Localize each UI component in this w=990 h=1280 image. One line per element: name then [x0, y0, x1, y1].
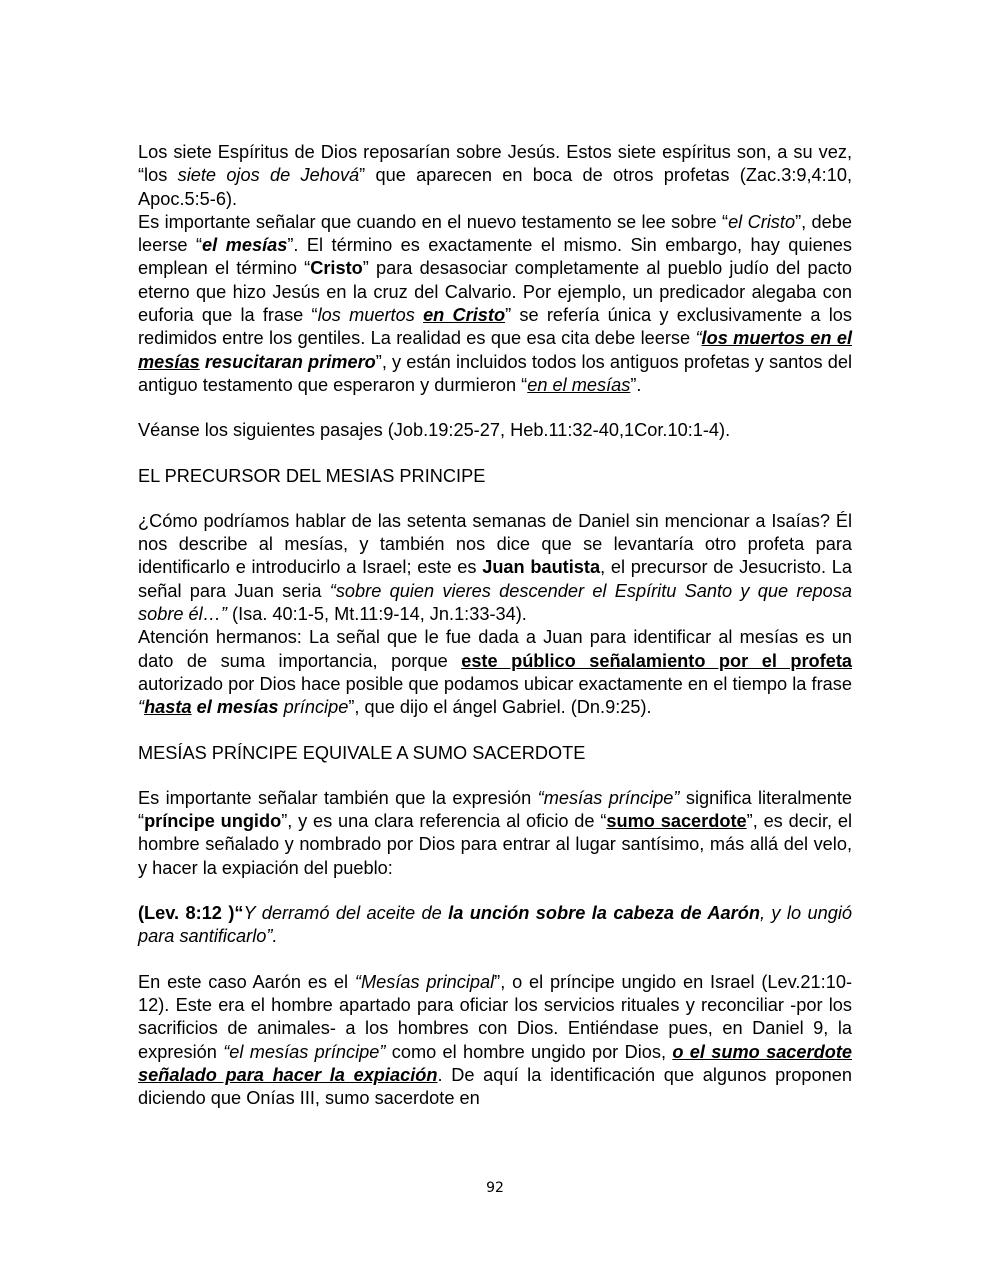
emphasis-text: siete ojos de Jehová [177, 165, 360, 186]
emphasis-text: sumo sacerdote [606, 811, 747, 832]
text-run: ”, es decir, el hombre señalado y nombrado por Dios para entrar al lugar santísimo, más allá del velo, y hacer la expiación del pueblo: [138, 811, 853, 878]
paragraph-el-cristo [138, 211, 852, 397]
text-run: ”, debe leerse “ [138, 211, 853, 256]
text-run: (Isa. 40:1-5, Mt.11:9-14, Jn.1:33-34). [226, 604, 527, 625]
paragraph-aaron [138, 971, 852, 1111]
section-heading-sumo-sacerdote: MESÍAS PRÍNCIPE EQUIVALE A SUMO SACERDOTE [138, 742, 586, 763]
emphasis-text: la unción sobre la cabeza de Aarón [448, 903, 760, 924]
emphasis-text: , y lo ungió para santificarlo”. [138, 903, 853, 947]
text-run: , el precursor de Jesucristo. La señal para Juan seria [138, 557, 853, 601]
text-run: autorizado por Dios hace posible que podamos ubicar exactamente en el tiempo la frase [138, 673, 852, 694]
emphasis-text: príncipe ungido [144, 811, 282, 832]
text-run: ”, y es una clara referencia al oficio de “ [281, 811, 607, 832]
text-run: Los siete Espíritus de Dios reposarían sobre Jesús. Estos siete espíritus son, a su vez, “los [138, 142, 852, 186]
text-run: ”. El término es exactamente el mismo. Sin embargo, hay quienes emplean el término “ [138, 235, 853, 279]
paragraph-atencion [138, 626, 852, 719]
emphasis-text: el mesías [202, 235, 288, 256]
text-run: En este caso Aarón es el [138, 971, 355, 992]
emphasis-text: “ [138, 697, 145, 718]
section-heading-precursor: EL PRECURSOR DEL MESIAS PRINCIPE [138, 465, 486, 486]
emphasis-text: “ [695, 328, 702, 349]
emphasis-text: “mesías príncipe” [537, 787, 680, 808]
text-run: como el hombre ungido por Dios, [385, 1041, 673, 1062]
text-run: ¿Cómo podríamos hablar de las setenta semanas de Daniel sin mencionar a Isaías? Él nos describe al mesías, y también nos dice que se levantaría otro profeta para identificarlo e introducirlo a Israel; este es [138, 510, 852, 578]
emphasis-text: hasta [144, 697, 192, 718]
text-run: ” para desasociar completamente al pueblo judío del pacto eterno que hizo Jesús en la cruz del Calvario. Por ejemplo, un predicador alegaba con euforia que la frase “ [138, 258, 852, 326]
emphasis-text: o el sumo sacerdote señalado para hacer la expiación [138, 1041, 853, 1085]
paragraph-principe-ungido [138, 787, 852, 880]
emphasis-text: el Cristo [728, 211, 796, 232]
paragraph-passages: Véanse los siguientes pasajes (Job.19:25-27, Heb.11:32-40,1Cor.10:1-4). [138, 420, 731, 441]
emphasis-text: “Mesías principal [354, 971, 495, 992]
emphasis-text: en Cristo [423, 305, 506, 326]
text-run: Es importante señalar que cuando en el nuevo testamento se lee sobre “ [138, 211, 729, 232]
text-run: ” se refería única y exclusivamente a los redimidos entre los gentiles. La realidad es que esa cita debe leerse [138, 305, 852, 349]
emphasis-text: en el mesías [527, 374, 631, 395]
text-run: ”, y están incluidos todos los antiguos profetas y santos del antiguo testamento que esperaron y durmieron “ [138, 351, 852, 395]
text-run: Atención hermanos: La señal que le fue dada a Juan para identificar al mesías es un dato de suma importancia, porque [138, 627, 852, 671]
text-run: Es importante señalar también que la expresión [138, 787, 538, 808]
emphasis-text: resucitaran primero [199, 351, 376, 372]
emphasis-text: “sobre quien vieres descender el Espíritu Santo y que reposa sobre él…” [138, 580, 852, 625]
text-run: ”. [630, 374, 642, 395]
emphasis-text: (Lev. 8:12 )“ [138, 903, 244, 924]
page-number: 92 [486, 1180, 504, 1196]
emphasis-text: Cristo [310, 258, 363, 279]
emphasis-text: los muertos [317, 305, 424, 326]
paragraph-isaias [138, 510, 852, 626]
emphasis-text: príncipe [278, 697, 349, 718]
emphasis-text: los muertos en el mesías [138, 328, 852, 372]
text-run: ” que aparecen en boca de otros profetas (Zac.3:9,4:10, Apoc.5:5-6). [138, 165, 853, 209]
page-body [138, 141, 852, 1110]
text-run: ”, o el príncipe ungido en Israel (Lev.21:10-12). Este era el hombre apartado para oficiar los servicios rituales y reconciliar -por los sacrificios de animales- a los hombres con Dios. Entiéndase pues, en Daniel 9, la expresión [138, 971, 852, 1062]
paragraph-seven-spirits [138, 141, 852, 211]
emphasis-text: este público señalamiento por el profeta [461, 650, 852, 671]
emphasis-text: “el mesías príncipe” [223, 1041, 386, 1062]
quote-leviticus [138, 902, 852, 949]
emphasis-text: Juan bautista [482, 557, 601, 578]
text-run: ”, que dijo el ángel Gabriel. (Dn.9:25). [348, 697, 652, 718]
text-run: . De aquí la identificación que algunos proponen diciendo que Onías III, sumo sacerdote en [138, 1064, 852, 1109]
emphasis-text: Y derramó del aceite de [243, 903, 449, 924]
text-run: significa literalmente “ [138, 787, 852, 832]
emphasis-text: el mesías [191, 697, 279, 718]
